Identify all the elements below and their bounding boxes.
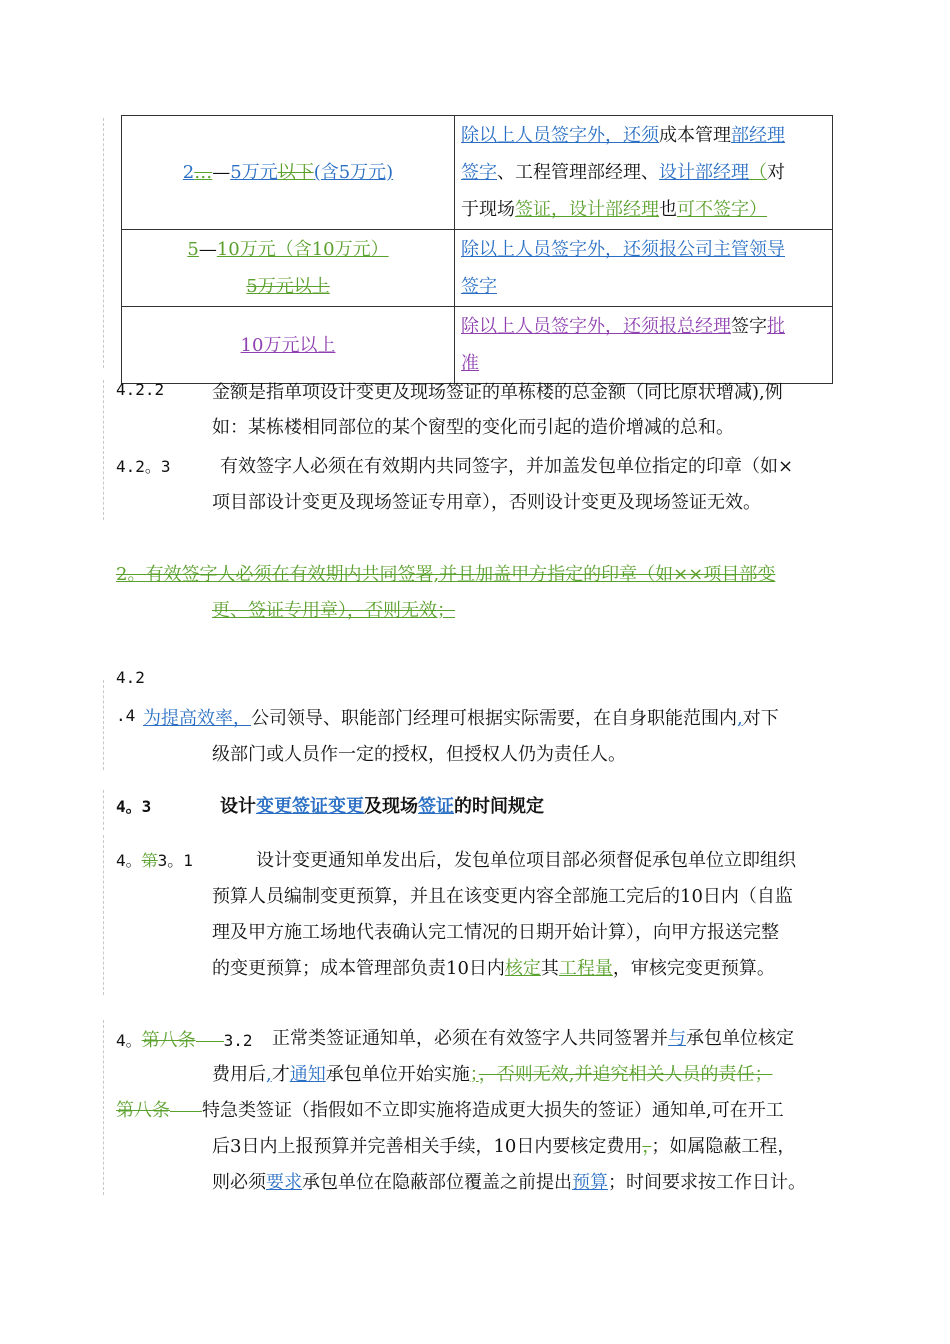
deleted-text: 第八条: [141, 1030, 196, 1051]
deleted-text: ，否则无效,并追究相关人员的责任；: [478, 1064, 773, 1085]
inserted-text: 批: [767, 316, 785, 337]
inserted-text: 10万元以上: [240, 334, 336, 356]
inserted-text: 除以上人员签字外，还须报总经理: [461, 316, 731, 337]
inserted-text: 与: [668, 1028, 686, 1049]
heading-text: 的时间规定: [454, 796, 544, 817]
approval-table: [121, 115, 833, 384]
paragraph-line: [116, 1096, 784, 1122]
paragraph-text: 正常类签证通知单，必须在有效签字人共同签署并: [272, 1028, 668, 1049]
deleted-text: ，: [642, 1136, 652, 1157]
paragraph-text: 承包单位核定: [686, 1028, 794, 1049]
inserted-text: 工程量: [558, 958, 613, 979]
dash-text: —: [212, 162, 231, 183]
inserted-text: 要求: [266, 1172, 302, 1193]
inserted-text: 通知: [289, 1064, 326, 1085]
amount-text: 5万元: [230, 162, 278, 183]
paragraph-line: [212, 1132, 795, 1158]
deleted-text: 5万元以上: [246, 276, 330, 297]
change-bar: [103, 680, 104, 770]
inserted-text: 准: [461, 353, 479, 374]
inserted-text: 设计部经理: [659, 162, 749, 183]
inserted-text: 为提高效率，: [143, 708, 251, 729]
paragraph-line: 理及甲方施工场地代表确认完工情况的日期开始计算），向甲方报送完整: [212, 922, 779, 943]
deleted-rule: [196, 1041, 224, 1042]
amount-cell: [122, 116, 455, 230]
cell-text: 签字: [731, 316, 767, 337]
paragraph-line: 如：某栋楼相同部位的某个窗型的变化而引起的造价增减的总和。: [212, 417, 734, 438]
paragraph-text: 承包单位在隐蔽部位覆盖之前提出: [302, 1172, 572, 1193]
paragraph-text: 其: [540, 958, 559, 979]
heading-text: 设计: [220, 796, 256, 817]
inserted-text: 5: [187, 239, 199, 260]
paragraph-line: 金额是指单项设计变更及现场签证的单栋楼的总金额（同比原状增减),例: [212, 382, 783, 403]
paragraph-line: 项目部设计变更及现场签证专用章），否则设计变更及现场签证无效。: [212, 492, 761, 513]
deleted-paragraph-line: 2。有效签字人必须在有效期内共同签署,并且加盖甲方指定的印章（如××项目部变: [116, 564, 776, 585]
paragraph-text: 公司领导、职能部门经理可根据实际需要，在自身职能范围内: [251, 708, 737, 729]
number-text: 4。: [116, 851, 142, 870]
paragraph-line: [212, 1168, 806, 1194]
cell-text: 于现场: [461, 199, 515, 220]
deleted-text: …: [194, 162, 213, 183]
number-text: 3。1: [157, 851, 193, 870]
paragraph-line: 级部门或人员作一定的授权，但授权人仍为责任人。: [212, 744, 626, 765]
cell-text: 对: [767, 162, 785, 183]
signer-cell: [455, 230, 833, 307]
section-number: 4.2: [116, 668, 145, 687]
inserted-text: 签证，设计部经理: [515, 199, 659, 220]
paragraph-text: ；如属隐蔽工程，: [651, 1136, 796, 1157]
deleted-text: 第八条: [116, 1100, 170, 1121]
paragraph-line: [143, 704, 779, 730]
amount-cell: [122, 230, 455, 307]
signer-cell: [455, 116, 833, 230]
deleted-rule: [170, 1111, 202, 1112]
paragraph-line: 有效签字人必须在有效期内共同签字，并加盖发包单位指定的印章（如×: [220, 456, 794, 477]
signer-cell: [455, 307, 833, 384]
inserted-text: 10万元（含10万元）: [216, 239, 389, 260]
inserted-text: ,: [266, 1064, 272, 1085]
section-number: [116, 1026, 253, 1052]
paragraph-text: 则必须: [212, 1172, 266, 1193]
inserted-text: 除以上人员签字外，还须报公司主管领导: [461, 239, 785, 260]
table-row: [122, 116, 833, 230]
paragraph-line: [272, 1024, 794, 1050]
change-bar: [103, 1020, 104, 1195]
number-text: 3.2: [223, 1031, 253, 1050]
dash-text: —: [198, 239, 217, 260]
cell-text: 成本管理: [659, 125, 731, 146]
inserted-text: 签证: [418, 796, 454, 817]
inserted-text: 签字: [461, 276, 497, 297]
table-row: [122, 230, 833, 307]
inserted-text: 签字: [461, 162, 497, 183]
change-bar: [103, 118, 104, 368]
amount-text: (含5万元): [313, 162, 394, 183]
paragraph-text: ；时间要求按工作日计。: [608, 1172, 806, 1193]
inserted-text: 核定: [504, 958, 541, 979]
paragraph-text: ，审核完变更预算。: [612, 958, 775, 979]
change-bar: [103, 835, 104, 995]
inserted-text: ；: [469, 1064, 479, 1085]
paragraph-line: 预算人员编制变更预算，并且在该变更内容全部施工完后的10日内（自监: [212, 886, 793, 907]
amount-text: 2: [182, 162, 195, 183]
change-bar: [103, 790, 104, 830]
paragraph-text: 承包单位开始实施: [325, 1064, 470, 1085]
cell-text: 也: [659, 199, 677, 220]
paragraph-text: 的变更预算；成本管理部负责10日内: [212, 958, 505, 979]
paragraph-text: 费用后: [212, 1064, 266, 1085]
inserted-text: 可不签字）: [677, 199, 767, 220]
paragraph-text: 后3日内上报预算并完善相关手续，10日内要核定费用: [212, 1136, 643, 1157]
inserted-text: 预算: [572, 1172, 608, 1193]
section-number: 4.2。3: [116, 457, 171, 476]
deleted-paragraph-line: 更、签证专用章），否则无效；: [212, 600, 455, 621]
section-number: 4。3: [116, 797, 152, 816]
amount-cell: [122, 307, 455, 384]
cell-text: 、工程管理部经理、: [497, 162, 659, 183]
deleted-text: 第: [141, 851, 158, 870]
section-heading: [220, 792, 544, 818]
inserted-text: 除以上人员签字外，还须: [461, 125, 659, 146]
table-row: [122, 307, 833, 384]
paragraph-line: [212, 954, 775, 980]
section-number: [116, 848, 193, 871]
paragraph-text: 对下: [742, 708, 779, 729]
paragraph-line: [212, 1060, 772, 1086]
inserted-text: ,: [737, 708, 743, 729]
inserted-text: 部经理: [731, 125, 785, 146]
paragraph-text: 特急类签证（指假如不立即实施将造成更大损失的签证）通知单,可在开工: [202, 1100, 784, 1121]
paragraph-line: 设计变更通知单发出后，发包单位项目部必须督促承包单位立即组织: [256, 850, 796, 871]
inserted-text: 变更签证变更: [256, 796, 364, 817]
change-bar: [103, 380, 104, 520]
section-number: 4.2.2: [116, 380, 165, 399]
section-number: .4: [116, 706, 136, 725]
heading-text: 及现场: [364, 796, 418, 817]
deleted-text: 以下: [277, 162, 314, 183]
paragraph-text: 才: [271, 1064, 290, 1085]
inserted-text: （: [749, 162, 767, 183]
number-text: 4。: [116, 1031, 142, 1050]
